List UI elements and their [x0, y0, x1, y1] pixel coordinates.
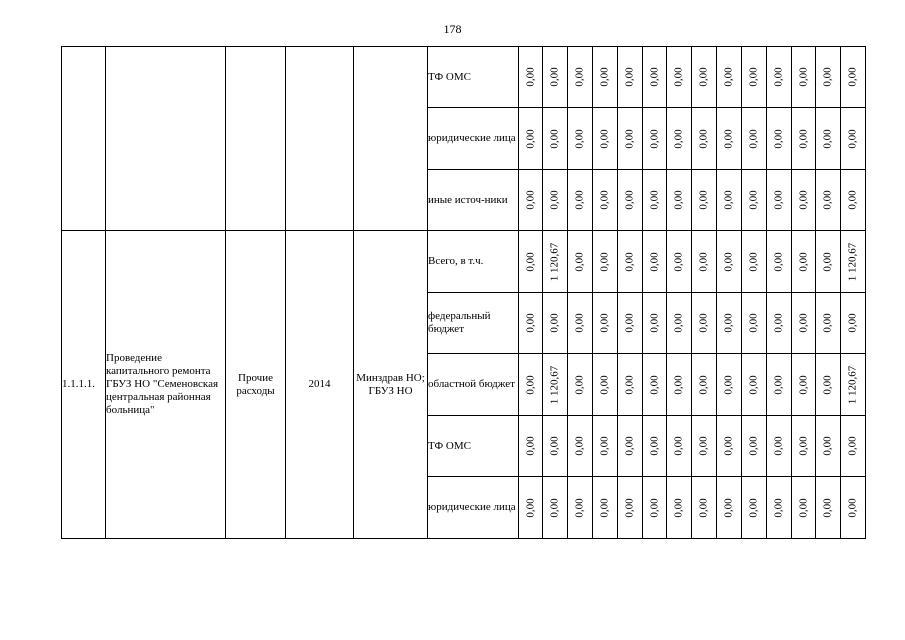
value-text: 0,00	[573, 251, 586, 272]
value-cell	[568, 477, 593, 539]
empty-cell	[106, 47, 226, 231]
value-text: 0,00	[598, 436, 611, 456]
value-cell	[742, 354, 767, 416]
value-text: 0,00	[747, 67, 760, 87]
value-text: 0,00	[573, 190, 586, 210]
value-text: 0,00	[821, 374, 834, 395]
value-text: 0,00	[623, 190, 636, 210]
value-text: 0,00	[623, 313, 636, 333]
expense-type: Прочие расходы	[226, 231, 286, 539]
value-cell	[667, 231, 692, 293]
value-text: 0,00	[648, 436, 660, 456]
value-cell	[519, 170, 543, 231]
value-text: 0,00	[672, 497, 685, 518]
value-cell	[543, 231, 568, 293]
value-text: 0,00	[747, 128, 760, 149]
source-cell: Всего, в т.ч.	[428, 231, 519, 293]
value-text: 0,00	[797, 374, 809, 395]
value-text: 0,00	[747, 374, 760, 395]
value-text: 0,00	[573, 313, 586, 333]
value-cell	[717, 108, 742, 170]
value-cell	[692, 170, 717, 231]
value-cell	[568, 47, 593, 108]
value-cell	[543, 47, 568, 108]
value-text: 0,00	[672, 190, 685, 210]
value-text: 0,00	[524, 190, 536, 210]
source-cell: областной бюджет	[428, 354, 519, 416]
value-text: 0,00	[672, 128, 685, 149]
value-text: 0,00	[697, 313, 710, 333]
value-text: 0,00	[548, 67, 561, 87]
value-text: 0,00	[623, 374, 636, 395]
value-text: 0,00	[648, 251, 660, 272]
value-text: 0,00	[821, 251, 834, 272]
value-cell	[742, 477, 767, 539]
value-cell	[519, 293, 543, 354]
value-text: 0,00	[648, 67, 660, 87]
value-cell	[667, 293, 692, 354]
value-text: 0,00	[573, 497, 586, 518]
value-cell	[841, 170, 866, 231]
value-text: 0,00	[797, 251, 809, 272]
value-cell	[816, 477, 841, 539]
value-cell	[568, 416, 593, 477]
value-text: 0,00	[524, 67, 536, 87]
value-cell	[643, 170, 667, 231]
item-year: 2014	[286, 231, 354, 539]
value-cell	[568, 354, 593, 416]
value-cell	[643, 47, 667, 108]
value-cell	[792, 477, 816, 539]
value-text: 0,00	[747, 251, 760, 272]
value-text: 0,00	[524, 251, 536, 272]
empty-cell	[226, 47, 286, 231]
value-text: 0,00	[548, 497, 561, 518]
value-text: 0,00	[846, 67, 859, 87]
value-text: 0,00	[747, 313, 760, 333]
value-text: 0,00	[797, 128, 809, 149]
source-cell: юридические лица	[428, 108, 519, 170]
value-text: 0,00	[846, 497, 859, 518]
value-text: 0,00	[524, 313, 536, 333]
value-cell	[618, 477, 643, 539]
value-cell	[593, 354, 618, 416]
value-cell	[618, 108, 643, 170]
value-cell	[816, 293, 841, 354]
value-text: 0,00	[747, 190, 760, 210]
value-cell	[792, 170, 816, 231]
value-cell	[767, 108, 792, 170]
value-cell	[643, 354, 667, 416]
value-cell	[717, 477, 742, 539]
value-cell	[767, 293, 792, 354]
value-text: 0,00	[846, 190, 859, 210]
value-cell	[643, 477, 667, 539]
value-text: 0,00	[672, 67, 685, 87]
empty-cell	[62, 47, 106, 231]
value-cell	[841, 47, 866, 108]
value-text: 0,00	[797, 67, 809, 87]
value-text: 0,00	[598, 128, 611, 149]
value-cell	[618, 293, 643, 354]
value-cell	[543, 416, 568, 477]
value-cell	[792, 416, 816, 477]
value-cell	[841, 416, 866, 477]
item-name: Проведение капитального ремонта ГБУЗ НО "Семеновская центральная районная больница"	[106, 231, 226, 539]
source-cell: ТФ ОМС	[428, 416, 519, 477]
value-cell	[742, 170, 767, 231]
value-cell	[543, 354, 568, 416]
table-row	[62, 47, 866, 108]
value-cell	[643, 293, 667, 354]
value-cell	[692, 231, 717, 293]
value-cell	[593, 477, 618, 539]
value-text: 0,00	[772, 251, 785, 272]
value-cell	[543, 477, 568, 539]
value-text: 0,00	[821, 436, 834, 456]
value-cell	[742, 47, 767, 108]
value-cell	[767, 170, 792, 231]
value-text: 0,00	[722, 190, 735, 210]
value-text: 0,00	[524, 436, 536, 456]
value-cell	[568, 293, 593, 354]
value-cell	[593, 47, 618, 108]
value-text: 0,00	[648, 128, 660, 149]
value-text: 0,00	[697, 251, 710, 272]
value-cell	[543, 170, 568, 231]
value-text: 0,00	[722, 128, 735, 149]
value-cell	[692, 108, 717, 170]
value-text: 0,00	[821, 128, 834, 149]
value-text: 0,00	[722, 251, 735, 272]
value-text: 0,00	[573, 436, 586, 456]
value-text: 0,00	[772, 313, 785, 333]
value-text: 0,00	[697, 436, 710, 456]
value-text: 1 120,67	[846, 365, 859, 404]
value-text: 0,00	[821, 67, 834, 87]
value-cell	[519, 47, 543, 108]
value-text: 1 120,67	[548, 365, 561, 404]
value-text: 0,00	[598, 190, 611, 210]
page-number: 178	[443, 22, 462, 36]
value-text: 0,00	[772, 497, 785, 518]
value-cell	[519, 231, 543, 293]
value-text: 0,00	[548, 128, 561, 149]
item-code: 1.1.1.1.	[62, 231, 106, 539]
value-cell	[519, 354, 543, 416]
value-text: 0,00	[846, 313, 859, 333]
value-cell	[767, 231, 792, 293]
value-cell	[667, 477, 692, 539]
value-text: 0,00	[548, 313, 561, 333]
value-text: 0,00	[524, 128, 536, 149]
value-cell	[792, 47, 816, 108]
value-cell	[667, 108, 692, 170]
value-cell	[593, 293, 618, 354]
value-cell	[841, 231, 866, 293]
value-text: 0,00	[598, 251, 611, 272]
value-text: 0,00	[797, 497, 809, 518]
value-cell	[717, 293, 742, 354]
value-cell	[767, 354, 792, 416]
value-cell	[692, 354, 717, 416]
value-text: 0,00	[648, 190, 660, 210]
value-text: 1 120,67	[846, 242, 859, 281]
value-text: 0,00	[747, 436, 760, 456]
value-text: 0,00	[772, 374, 785, 395]
value-text: 0,00	[573, 374, 586, 395]
item-executor: Минздрав НО; ГБУЗ НО	[354, 231, 428, 539]
value-text: 0,00	[797, 436, 809, 456]
value-cell	[593, 170, 618, 231]
value-cell	[841, 477, 866, 539]
value-text: 0,00	[722, 497, 735, 518]
empty-cell	[286, 47, 354, 231]
value-cell	[692, 47, 717, 108]
value-text: 0,00	[524, 497, 536, 518]
value-text: 0,00	[672, 313, 685, 333]
value-cell	[667, 47, 692, 108]
value-cell	[767, 47, 792, 108]
value-text: 0,00	[772, 128, 785, 149]
source-cell: юридические лица	[428, 477, 519, 539]
value-cell	[618, 47, 643, 108]
value-cell	[593, 231, 618, 293]
source-cell: федеральный бюджет	[428, 293, 519, 354]
value-cell	[816, 47, 841, 108]
value-text: 1 120,67	[548, 242, 561, 281]
value-text: 0,00	[697, 190, 710, 210]
value-text: 0,00	[846, 128, 859, 149]
value-cell	[568, 108, 593, 170]
value-cell	[742, 108, 767, 170]
value-cell	[742, 416, 767, 477]
value-cell	[543, 108, 568, 170]
value-text: 0,00	[672, 251, 685, 272]
value-cell	[792, 293, 816, 354]
value-text: 0,00	[697, 128, 710, 149]
value-cell	[717, 170, 742, 231]
value-cell	[643, 416, 667, 477]
value-cell	[816, 354, 841, 416]
value-cell	[792, 231, 816, 293]
value-cell	[717, 47, 742, 108]
value-text: 0,00	[648, 374, 660, 395]
value-text: 0,00	[598, 374, 611, 395]
value-cell	[767, 477, 792, 539]
value-cell	[643, 231, 667, 293]
value-text: 0,00	[697, 497, 710, 518]
value-cell	[593, 416, 618, 477]
value-cell	[841, 354, 866, 416]
value-cell	[618, 354, 643, 416]
value-text: 0,00	[821, 497, 834, 518]
value-text: 0,00	[772, 67, 785, 87]
value-text: 0,00	[598, 67, 611, 87]
value-cell	[816, 170, 841, 231]
table-row	[62, 231, 866, 293]
value-cell	[568, 170, 593, 231]
value-cell	[618, 170, 643, 231]
empty-cell	[354, 47, 428, 231]
value-text: 0,00	[797, 190, 809, 210]
value-cell	[717, 416, 742, 477]
value-cell	[792, 354, 816, 416]
value-text: 0,00	[623, 67, 636, 87]
value-cell	[692, 293, 717, 354]
value-text: 0,00	[797, 313, 809, 333]
value-cell	[618, 416, 643, 477]
value-cell	[667, 354, 692, 416]
value-text: 0,00	[598, 313, 611, 333]
value-cell	[816, 108, 841, 170]
value-text: 0,00	[548, 436, 561, 456]
value-text: 0,00	[548, 190, 561, 210]
value-text: 0,00	[722, 67, 735, 87]
value-cell	[742, 293, 767, 354]
value-text: 0,00	[697, 67, 710, 87]
value-cell	[717, 231, 742, 293]
value-text: 0,00	[722, 313, 735, 333]
value-cell	[543, 293, 568, 354]
value-text: 0,00	[573, 67, 586, 87]
value-text: 0,00	[598, 497, 611, 518]
value-text: 0,00	[524, 374, 536, 395]
value-cell	[643, 108, 667, 170]
value-text: 0,00	[747, 497, 760, 518]
value-text: 0,00	[722, 374, 735, 395]
value-cell	[841, 293, 866, 354]
value-text: 0,00	[623, 251, 636, 272]
value-cell	[742, 231, 767, 293]
value-cell	[667, 416, 692, 477]
value-cell	[692, 416, 717, 477]
value-cell	[519, 477, 543, 539]
value-cell	[519, 108, 543, 170]
value-cell	[792, 108, 816, 170]
value-text: 0,00	[648, 497, 660, 518]
value-cell	[593, 108, 618, 170]
value-cell	[618, 231, 643, 293]
value-text: 0,00	[672, 436, 685, 456]
value-cell	[568, 231, 593, 293]
value-text: 0,00	[821, 190, 834, 210]
value-cell	[717, 354, 742, 416]
value-text: 0,00	[648, 313, 660, 333]
value-cell	[519, 416, 543, 477]
value-text: 0,00	[772, 436, 785, 456]
source-cell: ТФ ОМС	[428, 47, 519, 108]
source-cell: иные источ-ники	[428, 170, 519, 231]
value-cell	[816, 231, 841, 293]
value-text: 0,00	[697, 374, 710, 395]
value-text: 0,00	[772, 190, 785, 210]
value-cell	[667, 170, 692, 231]
value-text: 0,00	[821, 313, 834, 333]
value-text: 0,00	[722, 436, 735, 456]
value-text: 0,00	[623, 497, 636, 518]
budget-table	[61, 46, 866, 539]
value-text: 0,00	[672, 374, 685, 395]
value-text: 0,00	[846, 436, 859, 456]
value-cell	[767, 416, 792, 477]
value-text: 0,00	[623, 128, 636, 149]
value-cell	[692, 477, 717, 539]
value-text: 0,00	[623, 436, 636, 456]
value-text: 0,00	[573, 128, 586, 149]
value-cell	[816, 416, 841, 477]
value-cell	[841, 108, 866, 170]
